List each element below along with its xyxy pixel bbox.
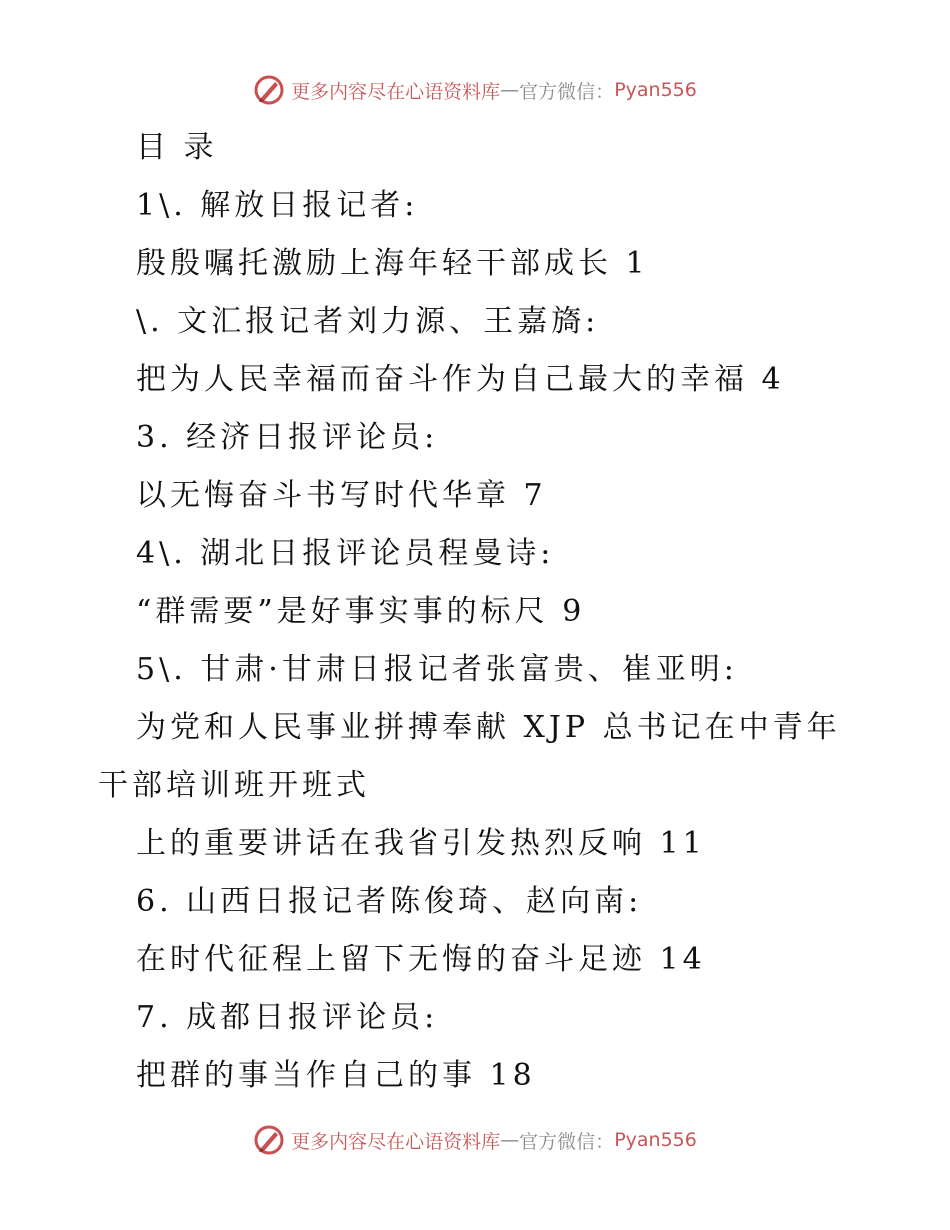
toc-line: 3. 经济日报评论员:	[136, 420, 439, 455]
toc-line: 以无悔奋斗书写时代华章 7	[136, 478, 547, 513]
toc-line: 为党和人民事业拼搏奉献 XJP 总书记在中青年	[136, 710, 841, 745]
banner-label: 官方微信：	[519, 80, 615, 103]
toc-line: 殷殷嘱托激励上海年轻干部成长 1	[136, 246, 649, 281]
toc-line: 上的重要讲话在我省引发热烈反响 11	[136, 826, 706, 861]
footer-banner	[0, 1120, 950, 1160]
toc-line: 5\. 甘肃·甘肃日报记者张富贵、崔亚明:	[136, 652, 738, 687]
banner-dash: —	[500, 1129, 520, 1151]
toc-line: 把为人民幸福而奋斗作为自己最大的幸福 4	[136, 362, 785, 397]
toc-line: 6. 山西日报记者陈俊琦、赵向南:	[136, 884, 643, 919]
banner-text: 更多内容尽在心语资料库	[291, 1130, 501, 1153]
toc-line: 把群的事当作自己的事 18	[136, 1058, 536, 1093]
toc-line: “群需要”是好事实事的标尺 9	[136, 594, 586, 629]
toc-line: \. 文汇报记者刘力源、王嘉旖:	[136, 304, 600, 339]
banner-dash: —	[500, 79, 520, 101]
banner-label: 官方微信：	[519, 1130, 615, 1153]
pen-logo-icon	[253, 1124, 285, 1156]
toc-line: 4\. 湖北日报评论员程曼诗:	[136, 536, 555, 571]
banner-wechat-id: Pyan556	[614, 1129, 697, 1151]
header-banner	[0, 70, 950, 110]
toc-line: 在时代征程上留下无悔的奋斗足迹 14	[136, 942, 706, 977]
toc-line: 7. 成都日报评论员:	[136, 1000, 439, 1035]
toc-title: 目 录	[136, 130, 218, 165]
banner-wechat-id: Pyan556	[614, 79, 697, 101]
toc-line: 1\. 解放日报记者:	[136, 188, 419, 223]
pen-logo-icon	[253, 74, 285, 106]
toc-line-continued: 干部培训班开班式	[98, 768, 370, 803]
banner-text: 更多内容尽在心语资料库	[291, 80, 501, 103]
